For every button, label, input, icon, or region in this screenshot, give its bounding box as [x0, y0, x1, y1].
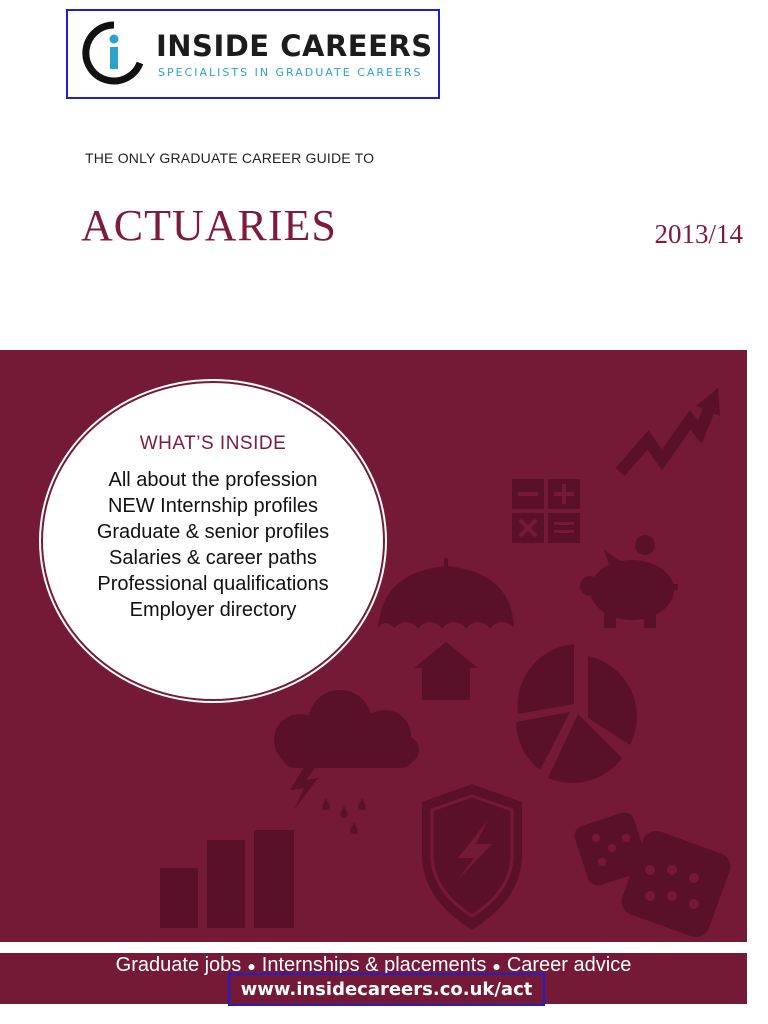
footer-tag-internships: Internships & placements	[261, 954, 487, 976]
footer-tag-career-advice: Career advice	[506, 954, 632, 976]
list-item: Employer directory	[129, 599, 297, 621]
piggy-bank-icon	[580, 535, 678, 628]
dice-icon	[572, 810, 734, 941]
website-link[interactable]: www.insidecareers.co.uk/act	[228, 973, 545, 1006]
list-item: NEW Internship profiles	[107, 495, 319, 517]
shield-icon	[422, 784, 522, 930]
list-item: Salaries & career paths	[109, 547, 317, 569]
bar-chart-icon	[160, 830, 294, 928]
whats-inside-badge	[43, 383, 383, 699]
pie-chart-icon	[516, 644, 637, 783]
rising-arrow-icon	[620, 388, 720, 472]
logo-title: INSIDE CAREERS	[156, 29, 433, 63]
inside-careers-logo[interactable]	[66, 9, 440, 99]
guide-title: ACTUARIES	[81, 201, 337, 250]
calculator-icon	[512, 479, 580, 543]
storm-cloud-icon	[274, 690, 419, 834]
separator-dot: ●	[247, 957, 256, 974]
umbrella-house-icon	[378, 558, 514, 700]
logo-mark-icon	[82, 21, 146, 85]
whats-inside-heading: WHAT’S INSIDE	[139, 433, 287, 454]
logo-tagline: SPECIALISTS IN GRADUATE CAREERS	[158, 66, 423, 79]
separator-dot: ●	[492, 957, 501, 974]
list-item: Professional qualifications	[97, 573, 329, 595]
footer-tag-graduate-jobs: Graduate jobs	[115, 954, 242, 976]
edition-year: 2013/14	[654, 219, 743, 249]
list-item: All about the profession	[108, 469, 318, 491]
list-item: Graduate & senior profiles	[96, 521, 330, 543]
whats-inside-list	[43, 467, 383, 623]
guide-subtitle: THE ONLY GRADUATE CAREER GUIDE TO	[85, 150, 375, 166]
